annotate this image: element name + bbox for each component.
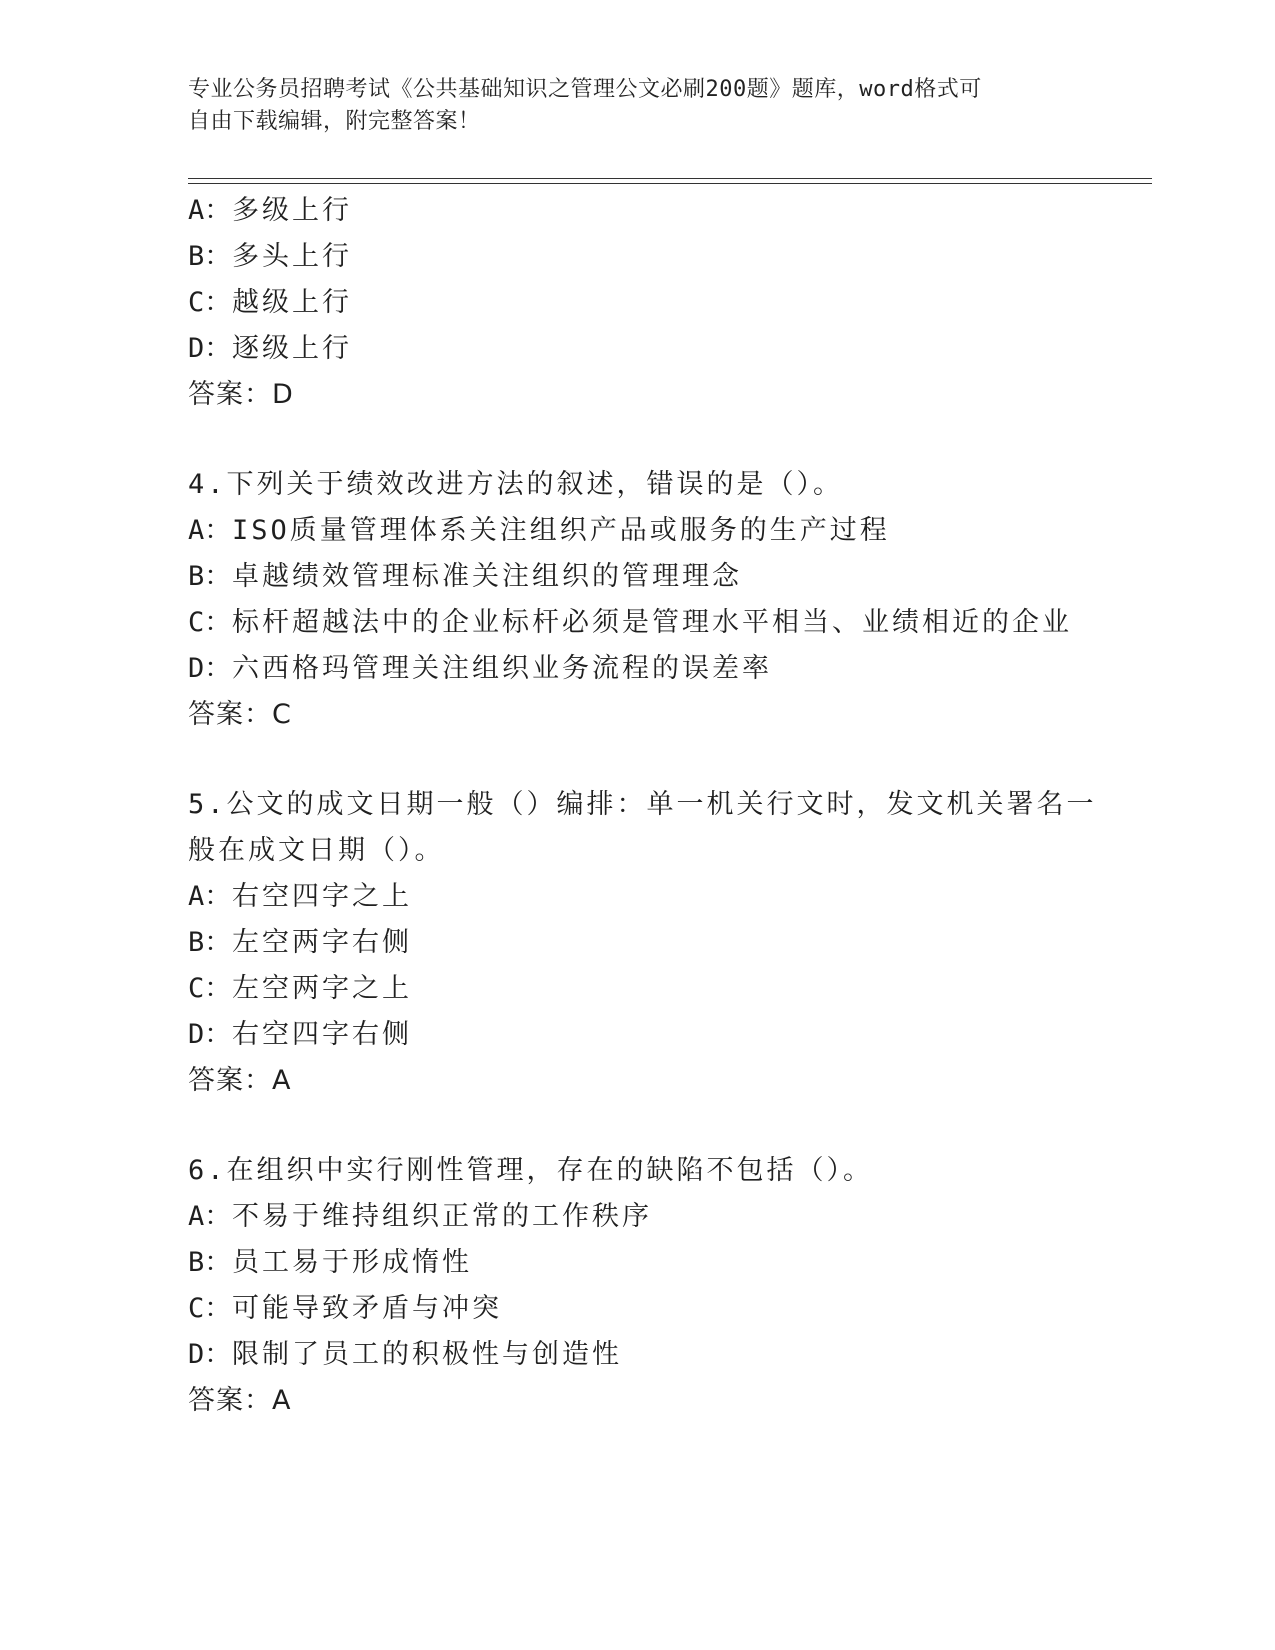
option-b: B：卓越绩效管理标准关注组织的管理理念: [188, 561, 742, 592]
option-d: D：逐级上行: [188, 333, 352, 364]
question-stem-line-2: 般在成文日期（）。: [188, 835, 445, 866]
answer: 答案：A: [188, 1385, 292, 1416]
answer: 答案：D: [188, 379, 294, 410]
option-d: D：限制了员工的积极性与创造性: [188, 1339, 622, 1370]
option-d: D：六西格玛管理关注组织业务流程的误差率: [188, 653, 772, 684]
option-a: A：不易于维持组织正常的工作秩序: [188, 1201, 652, 1232]
option-a: A：ISO质量管理体系关注组织产品或服务的生产过程: [188, 515, 890, 546]
spacer: [188, 1104, 1148, 1148]
option-d: D：右空四字右侧: [188, 1019, 412, 1050]
option-b: B：左空两字右侧: [188, 927, 412, 958]
option-b: B：员工易于形成惰性: [188, 1247, 472, 1278]
option-c: C：越级上行: [188, 287, 352, 318]
spacer: [188, 738, 1148, 782]
header-divider-top: [188, 178, 1152, 179]
option-c: C：标杆超越法中的企业标杆必须是管理水平相当、业绩相近的企业: [188, 607, 1072, 638]
option-c: C：左空两字之上: [188, 973, 412, 1004]
option-c: C：可能导致矛盾与冲突: [188, 1293, 502, 1324]
header-line-2: 自由下载编辑，附完整答案！: [188, 109, 481, 134]
question-list: [188, 188, 1148, 1424]
option-a: A：多级上行: [188, 195, 352, 226]
answer: 答案：A: [188, 1065, 292, 1096]
question-4: [188, 462, 1148, 738]
document-header: [188, 74, 1088, 138]
spacer: [188, 418, 1148, 462]
question-stem: 4.下列关于绩效改进方法的叙述，错误的是（）。: [188, 469, 844, 500]
header-line-1: 专业公务员招聘考试《公共基础知识之管理公文必刷200题》题库，word格式可: [188, 77, 982, 102]
question-6: [188, 1148, 1148, 1424]
option-b: B：多头上行: [188, 241, 352, 272]
question-stem: 6.在组织中实行刚性管理，存在的缺陷不包括（）。: [188, 1155, 874, 1186]
option-a: A：右空四字之上: [188, 881, 412, 912]
question-5: [188, 782, 1148, 1104]
question-3: [188, 188, 1148, 418]
question-stem-line-1: 5.公文的成文日期一般（）编排：单一机关行文时，发文机关署名一: [188, 789, 1097, 820]
answer: 答案：C: [188, 699, 292, 730]
header-divider-bottom: [188, 183, 1152, 184]
